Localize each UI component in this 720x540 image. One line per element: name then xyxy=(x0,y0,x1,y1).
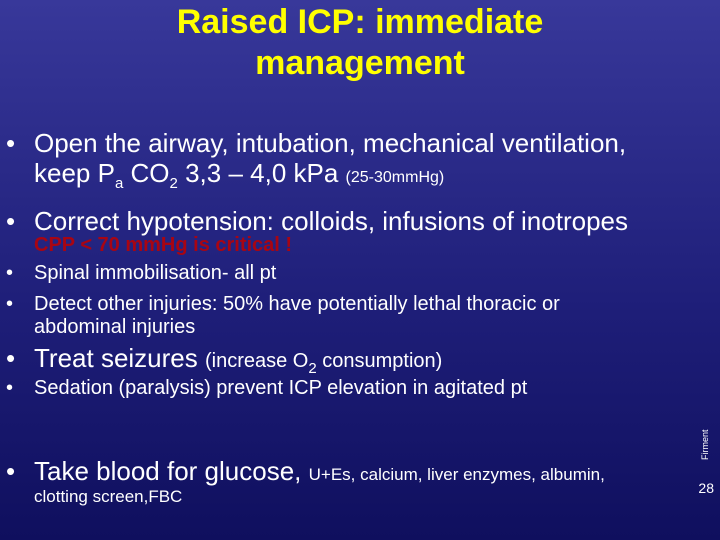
bullet-dot: • xyxy=(6,206,16,236)
bullet-dot: • xyxy=(6,128,16,158)
title-line-1: Raised ICP: immediate xyxy=(176,3,544,41)
page-number: 28 xyxy=(698,480,714,496)
slide-title xyxy=(0,2,720,84)
text-kpa-values: 3,3 – 4,0 kPa xyxy=(177,158,346,188)
bullet-injuries xyxy=(6,293,560,316)
subscript-o2: 2 xyxy=(308,360,317,378)
text-bloods-list: U+Es, calcium, liver enzymes, albumin, xyxy=(308,465,605,484)
text-take-blood: Take blood for glucose, xyxy=(34,456,309,486)
text-treat-seizures: Treat seizures xyxy=(34,343,205,373)
bullet-dot: • xyxy=(6,293,14,315)
bullet-hypotension xyxy=(6,206,628,237)
bullet-bloods-line2: clotting screen,FBC xyxy=(34,487,183,506)
bullet-injuries-line1: Detect other injuries: 50% have potentially lethal thoracic or xyxy=(34,293,560,315)
bullet-dot: • xyxy=(6,456,16,486)
bullet-airway-line2 xyxy=(34,158,444,192)
text-keep-p: keep P xyxy=(34,158,115,188)
bullet-dot: • xyxy=(6,262,14,284)
bullet-spinal xyxy=(6,262,276,285)
bullet-injuries-line2: abdominal injuries xyxy=(34,316,196,338)
bullet-hypotension-text: Correct hypotension: colloids, infusions of inotropes xyxy=(34,206,628,236)
title-line-2: management xyxy=(255,44,465,82)
bullet-seizures xyxy=(6,343,442,377)
bullet-sedation-text: Sedation (paralysis) prevent ICP elevation in agitated pt xyxy=(34,377,528,399)
text-consumption: consumption) xyxy=(316,350,443,372)
subscript-a: a xyxy=(114,175,124,193)
subscript-2: 2 xyxy=(169,175,178,193)
text-mmhg-range: (25-30mmHg) xyxy=(345,169,445,186)
bullet-dot: • xyxy=(6,343,16,373)
bullet-bloods xyxy=(6,456,605,487)
bullet-airway-line1: Open the airway, intubation, mechanical ventilation, xyxy=(34,128,627,158)
bullet-sedation xyxy=(6,377,527,400)
text-co: CO xyxy=(123,158,170,188)
bullet-dot: • xyxy=(6,377,14,399)
bullet-spinal-text: Spinal immobilisation- all pt xyxy=(34,262,277,284)
text-increase-o: (increase O xyxy=(204,350,309,372)
critical-note: CPP < 70 mmHg is critical ! xyxy=(34,234,293,256)
bullet-airway xyxy=(6,128,626,159)
side-label: Firment xyxy=(700,429,710,460)
